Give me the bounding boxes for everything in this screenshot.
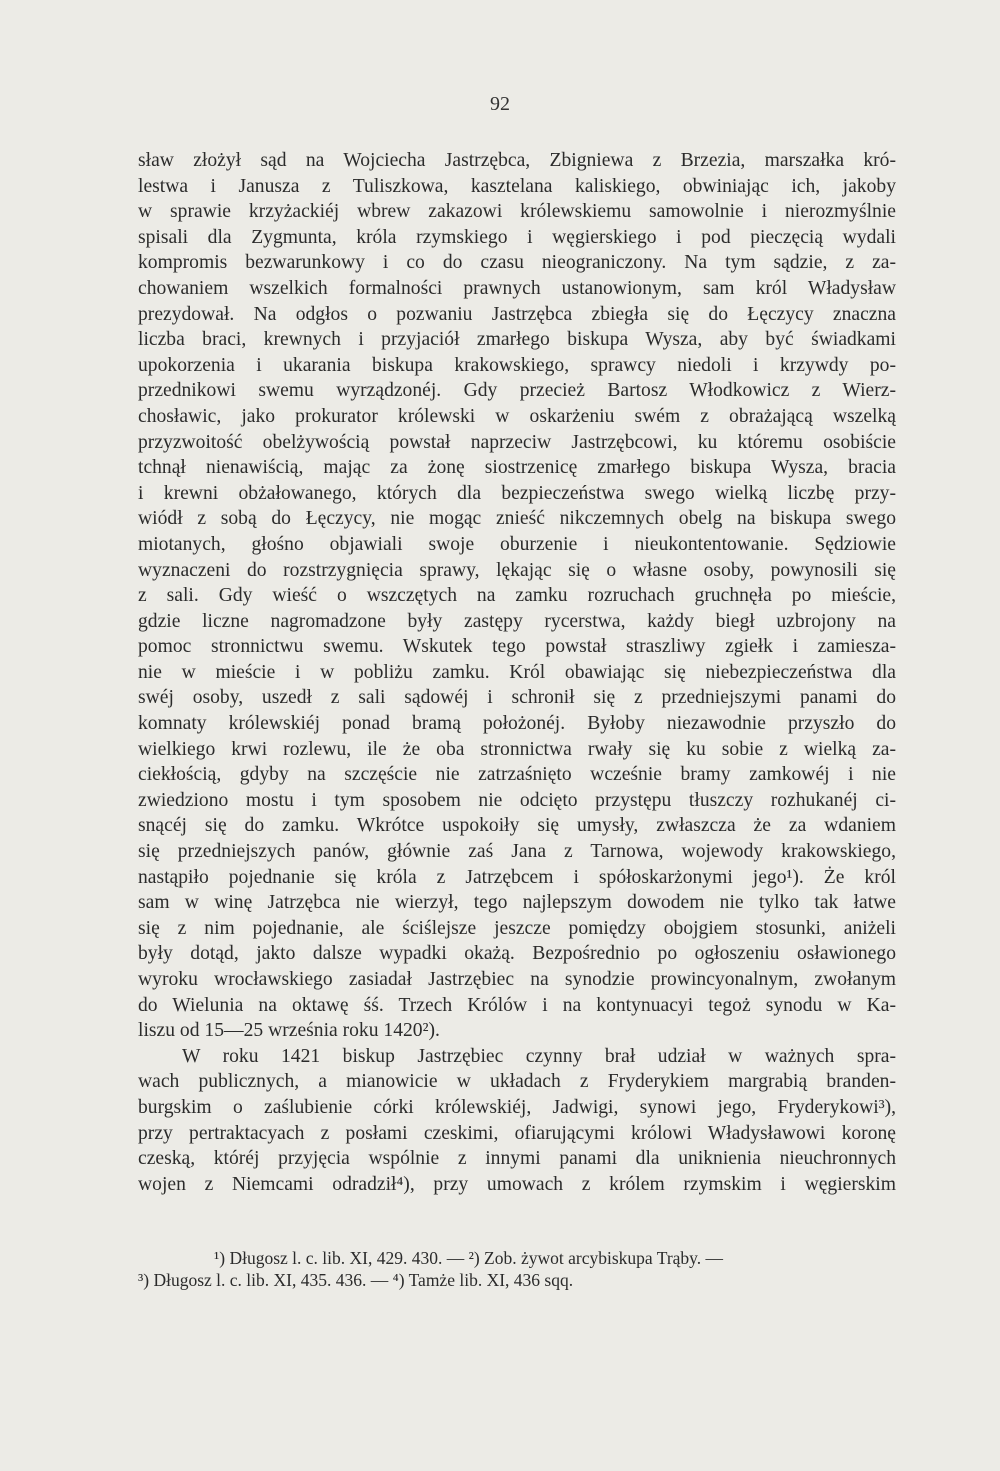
text-line: W roku 1421 biskup Jastrzębiec czynny brał udział w ważnych spra-	[182, 1045, 896, 1067]
page-number: 92	[490, 93, 510, 115]
text-line: chosławic, jako prokurator królewski w oskarżeniu swém z obrażającą wszelką	[138, 405, 896, 427]
text-line: i krewni obżałowanego, których dla bezpieczeństwa swego wielką liczbę przy-	[138, 482, 896, 504]
text-line: burgskim o zaślubienie córki królewskiéj, Jadwigi, synowi jego, Fryderykowi³),	[138, 1096, 896, 1118]
text-line: były dotąd, jakto dalsze wypadki okażą. Bezpośrednio po ogłoszeniu osławionego	[138, 943, 896, 965]
footnote-line: ³) Długosz l. c. lib. XI, 435. 436. — ⁴) Tamże lib. XI, 436 sqq.	[138, 1270, 574, 1290]
text-line: swéj osoby, uszedł z sali sądowéj i schronił się z przedniejszymi panami do	[138, 687, 896, 709]
text-line: wiódł z sobą do Łęczycy, nie mogąc znieść nikczemnych obelg na biskupa swego	[138, 508, 896, 530]
text-line: liszu od 15—25 września roku 1420²).	[138, 1020, 440, 1042]
text-line: nie w mieście i w pobliżu zamku. Król obawiając się niebezpieczeństwa dla	[138, 661, 896, 683]
text-line: wyznaczeni do rozstrzygnięcia sprawy, lękając się o własne osoby, powynosili się	[138, 559, 896, 581]
text-line: liczba braci, krewnych i przyjaciół zmarłego biskupa Wysza, aby być świadkami	[138, 329, 896, 351]
text-line: komnaty królewskiéj ponad bramą położonéj. Byłoby niezawodnie przyszło do	[138, 713, 896, 735]
text-line: przyzwoitość obelżywością powstał naprzeciw Jastrzębcowi, ku któremu osobiście	[138, 431, 896, 453]
text-line: przy pertraktacyach z posłami czeskimi, ofiarującymi królowi Władysławowi koronę	[138, 1122, 896, 1144]
body-text	[138, 148, 896, 1197]
footnotes	[138, 1247, 896, 1291]
text-line: czeską, któréj przyjęcia wspólnie z innymi panami dla uniknienia nieuchronnych	[138, 1148, 896, 1170]
text-line: wojen z Niemcami odradził⁴), przy umowach z królem rzymskim i węgierskim	[138, 1173, 896, 1195]
text-line: przednikowi swemu wyrządzonéj. Gdy przecież Bartosz Włodkowicz z Wierz-	[138, 380, 896, 402]
text-line: miotanych, głośno objawiali swoje oburzenie i nieukontentowanie. Sędziowie	[138, 533, 896, 555]
text-line: z sali. Gdy wieść o wszczętych na zamku rozruchach gruchnęła po mieście,	[138, 585, 896, 607]
text-line: zwiedziono mostu i tym sposobem nie odcięto przystępu tłuszczy rozhukanéj ci-	[138, 789, 896, 811]
text-line: tchnął nienawiścią, mając za żonę siostrzenicę zmarłego biskupa Wysza, bracia	[138, 457, 896, 479]
text-line: nastąpiło pojednanie się króla z Jatrzębcem i spółoskarżonymi jego¹). Że król	[138, 866, 896, 888]
text-line: do Wielunia na oktawę śś. Trzech Królów i na kontynuacyi tegoż synodu w Ka-	[138, 994, 896, 1016]
footnote-line: ¹) Długosz l. c. lib. XI, 429. 430. — ²) Zob. żywot arcybiskupa Trąby. —	[214, 1248, 724, 1268]
text-line: wielkiego krwi rozlewu, ile że oba stronnictwa rwały się ku sobie z wielką za-	[138, 738, 896, 760]
text-line: sław złożył sąd na Wojciecha Jastrzębca, Zbigniewa z Brzezia, marszałka kró-	[138, 150, 896, 171]
text-line: wach publicznych, a mianowicie w układach z Fryderykiem margrabią branden-	[138, 1071, 896, 1093]
text-line: spisali dla Zygmunta, króla rzymskiego i węgierskiego i pod pieczęcią wydali	[138, 226, 896, 248]
text-line: lestwa i Janusza z Tuliszkowa, kasztelana kaliskiego, obwiniając ich, jakoby	[138, 175, 896, 197]
text-line: ciekłością, gdyby na szczęście nie zatrzaśnięto wcześnie bramy zamkowéj i nie	[138, 764, 896, 786]
text-line: gdzie liczne nagromadzone były zastępy rycerstwa, każdy biegł uzbrojony na	[138, 610, 896, 632]
text-line: pomoc stronnictwu swemu. Wskutek tego powstał straszliwy zgiełk i zamiesza-	[138, 636, 896, 658]
text-line: chowaniem wszelkich formalności prawnych ustanowionym, sam król Władysław	[138, 277, 896, 299]
text-line: upokorzenia i ukarania biskupa krakowskiego, sprawcy niedoli i krzywdy po-	[138, 354, 896, 376]
text-line: w sprawie krzyżackiéj wbrew zakazowi królewskiemu samowolnie i nierozmyślnie	[138, 201, 896, 223]
text-line: prezydował. Na odgłos o pozwaniu Jastrzębca zbiegła się do Łęczycy znaczna	[138, 303, 896, 325]
text-line: snącéj się do zamku. Wkrótce uspokoiły się umysły, zwłaszcza że za wdaniem	[138, 815, 896, 837]
text-line: się przedniejszych panów, głównie zaś Jana z Tarnowa, wojewody krakowskiego,	[138, 841, 896, 863]
text-line: sam w winę Jatrzębca nie wierzył, tego najlepszym dowodem nie tylko tak łatwe	[138, 892, 896, 914]
text-line: kompromis bezwarunkowy i co do czasu nieograniczony. Na tym sądzie, z za-	[138, 252, 896, 274]
text-line: wyroku wrocławskiego zasiadał Jastrzębiec na synodzie prowincyonalnym, zwołanym	[138, 969, 896, 990]
text-line: się z nim pojednanie, ale ściślejsze jeszcze pomiędzy obojgiem stosunki, aniżeli	[138, 917, 896, 939]
